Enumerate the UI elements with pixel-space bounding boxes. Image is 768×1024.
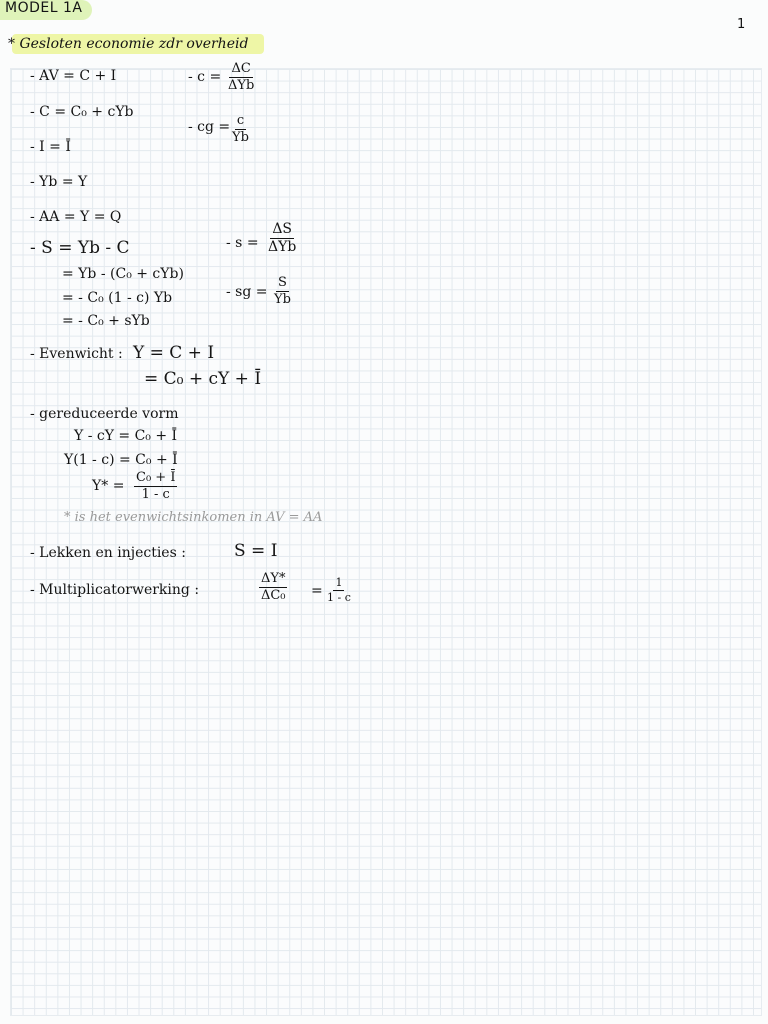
fraction-numerator: ΔY* — [259, 572, 287, 588]
fraction-numerator: 1 — [333, 577, 344, 591]
eq-savings-3: = - C₀ (1 - c) Yb — [62, 290, 173, 306]
eq-reduced-3-fraction — [134, 471, 177, 503]
fraction-denominator: ΔYb — [228, 78, 255, 94]
apc-lhs: - cg = — [188, 119, 231, 135]
fraction-numerator: S — [276, 276, 289, 292]
multiplier-equals: = — [311, 583, 323, 599]
eq-investment: - I = Ī — [30, 139, 71, 155]
aps-lhs: - sg = — [226, 284, 268, 300]
page-number: 1 — [737, 17, 746, 32]
mpc-lhs: - c = — [188, 69, 222, 85]
mpc-fraction — [228, 62, 254, 94]
fraction-numerator: C₀ + Ī — [134, 471, 177, 487]
equilibrium-label: - Evenwicht : — [30, 346, 123, 362]
reduced-form-label: - gereduceerde vorm — [30, 406, 179, 422]
eq-consumption: - C = C₀ + cYb — [30, 104, 134, 120]
fraction-denominator: ΔYb — [268, 239, 297, 256]
multiplier-fraction-left — [259, 572, 287, 604]
fraction-denominator: 1 - c — [327, 591, 351, 605]
eq-savings-2: = Yb - (C₀ + cYb) — [62, 266, 184, 282]
fraction-numerator: c — [235, 114, 246, 130]
eq-reduced-2: Y(1 - c) = C₀ + Ī — [64, 452, 178, 468]
fraction-numerator: ΔS — [270, 222, 294, 239]
fraction-denominator: Yb — [232, 130, 249, 146]
section-title: * Gesloten economie zdr overheid — [8, 36, 249, 52]
fraction-denominator: Yb — [274, 292, 291, 308]
mps-lhs: - s = — [226, 235, 259, 251]
fraction-denominator: 1 - c — [141, 487, 170, 503]
eq-reduced-3-lhs: Y* = — [92, 478, 125, 494]
eq-equilibrium-1: Y = C + I — [133, 343, 215, 363]
eq-aa: - AA = Y = Q — [30, 209, 122, 225]
leakages-label: - Lekken en injecties : — [30, 545, 186, 561]
mps-fraction — [268, 222, 296, 256]
fraction-numerator: ΔC — [229, 62, 252, 78]
aps-fraction — [274, 276, 291, 308]
eq-savings-4: = - C₀ + sYb — [62, 313, 150, 329]
eq-leakages: S = I — [234, 541, 278, 561]
fraction-denominator: ΔC₀ — [260, 588, 286, 604]
eq-equilibrium-2: = C₀ + cY + Ī — [144, 369, 262, 389]
grid-paper — [10, 68, 762, 1016]
multiplier-label: - Multiplicatorwerking : — [30, 582, 200, 598]
eq-reduced-1: Y - cY = C₀ + Ī — [74, 428, 178, 444]
eq-disposable-income: - Yb = Y — [30, 174, 88, 190]
multiplier-fraction-right — [327, 577, 351, 604]
eq-savings-1: - S = Yb - C — [30, 238, 130, 258]
page-title: MODEL 1A — [5, 0, 83, 16]
apc-fraction — [232, 114, 249, 146]
eq-av: - AV = C + I — [30, 68, 117, 84]
equilibrium-note: * is het evenwichtsinkomen in AV = AA — [64, 510, 323, 525]
